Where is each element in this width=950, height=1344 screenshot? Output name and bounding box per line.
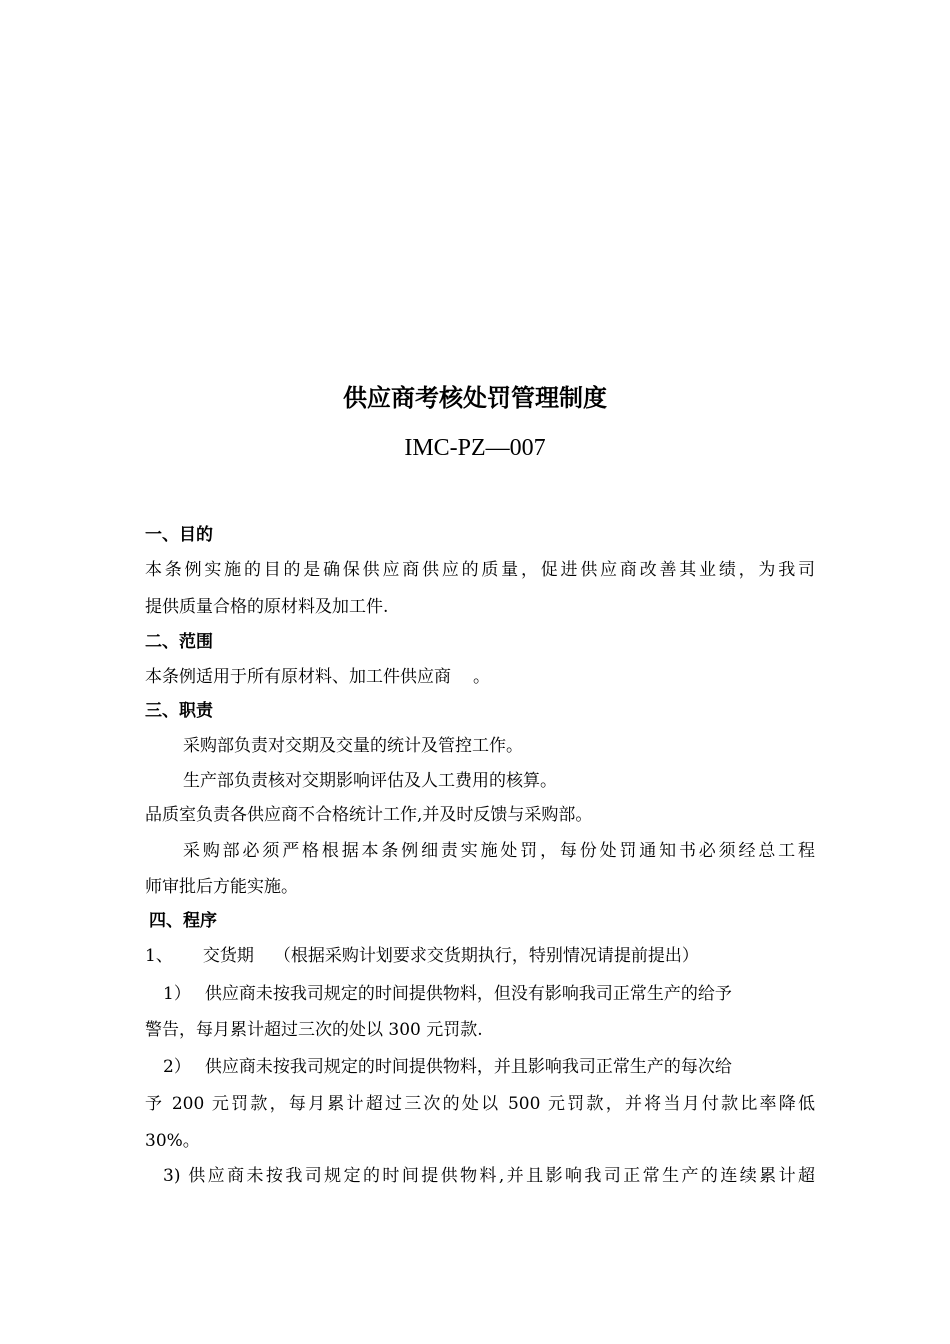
subsection-number: 1、 [145,946,173,966]
duty-item-2: 生产部负责核对交期影响评估及人工费用的核算。 [183,771,557,791]
subsection-note: （根据采购计划要求交货期执行，特别情况请提前提出） [273,946,699,966]
rule-1-line-2: 警告，每月累计超过三次的处以 300 元罚款. [145,1020,483,1040]
section-heading-duties: 三、职责 [145,701,213,721]
purpose-text-line-2: 提供质量合格的原材料及加工件. [145,597,389,617]
rule-3-line-1: 3) 供应商未按我司规定的时间提供物料,并且影响我司正常生产的连续累计超 [163,1166,815,1186]
scope-text-line-1 [145,664,815,690]
document-title: 供应商考核处罚管理制度 [343,384,607,412]
rule-1-text: 供应商未按我司规定的时间提供物料，但没有影响我司正常生产的给予 [204,984,732,1004]
section-heading-scope: 二、范围 [145,632,213,652]
rule-1-number: 1） [163,984,191,1004]
procedure-subsection-1 [145,943,815,969]
duty-item-1: 采购部负责对交期及交量的统计及管控工作。 [183,736,523,756]
rule-2-line-1 [163,1054,815,1080]
rule-1-line-1 [163,981,815,1007]
scope-text: 本条例适用于所有原材料、加工件供应商 [145,667,451,687]
duty-item-4-line-2: 师审批后方能实施。 [145,877,298,897]
rule-2-line-3: 30%。 [145,1131,200,1151]
rule-2-line-2: 予 200 元罚款，每月累计超过三次的处以 500 元罚款，并将当月付款比率降低 [145,1094,815,1114]
section-heading-procedure: 四、程序 [149,911,217,931]
rule-2-number: 2） [163,1057,191,1077]
document-code: IMC-PZ—007 [404,435,546,461]
scope-text-end: 。 [473,667,490,687]
purpose-text-line-1: 本条例实施的目的是确保供应商供应的质量，促进供应商改善其业绩，为我司 [145,560,815,580]
subsection-title: 交货期 [202,946,254,966]
section-heading-purpose: 一、目的 [145,525,213,545]
rule-2-text: 供应商未按我司规定的时间提供物料，并且影响我司正常生产的每次给 [204,1057,732,1077]
duty-item-3: 品质室负责各供应商不合格统计工作,并及时反馈与采购部。 [145,805,593,825]
duty-item-4-line-1: 采购部必须严格根据本条例细责实施处罚，每份处罚通知书必须经总工程 [183,841,815,861]
